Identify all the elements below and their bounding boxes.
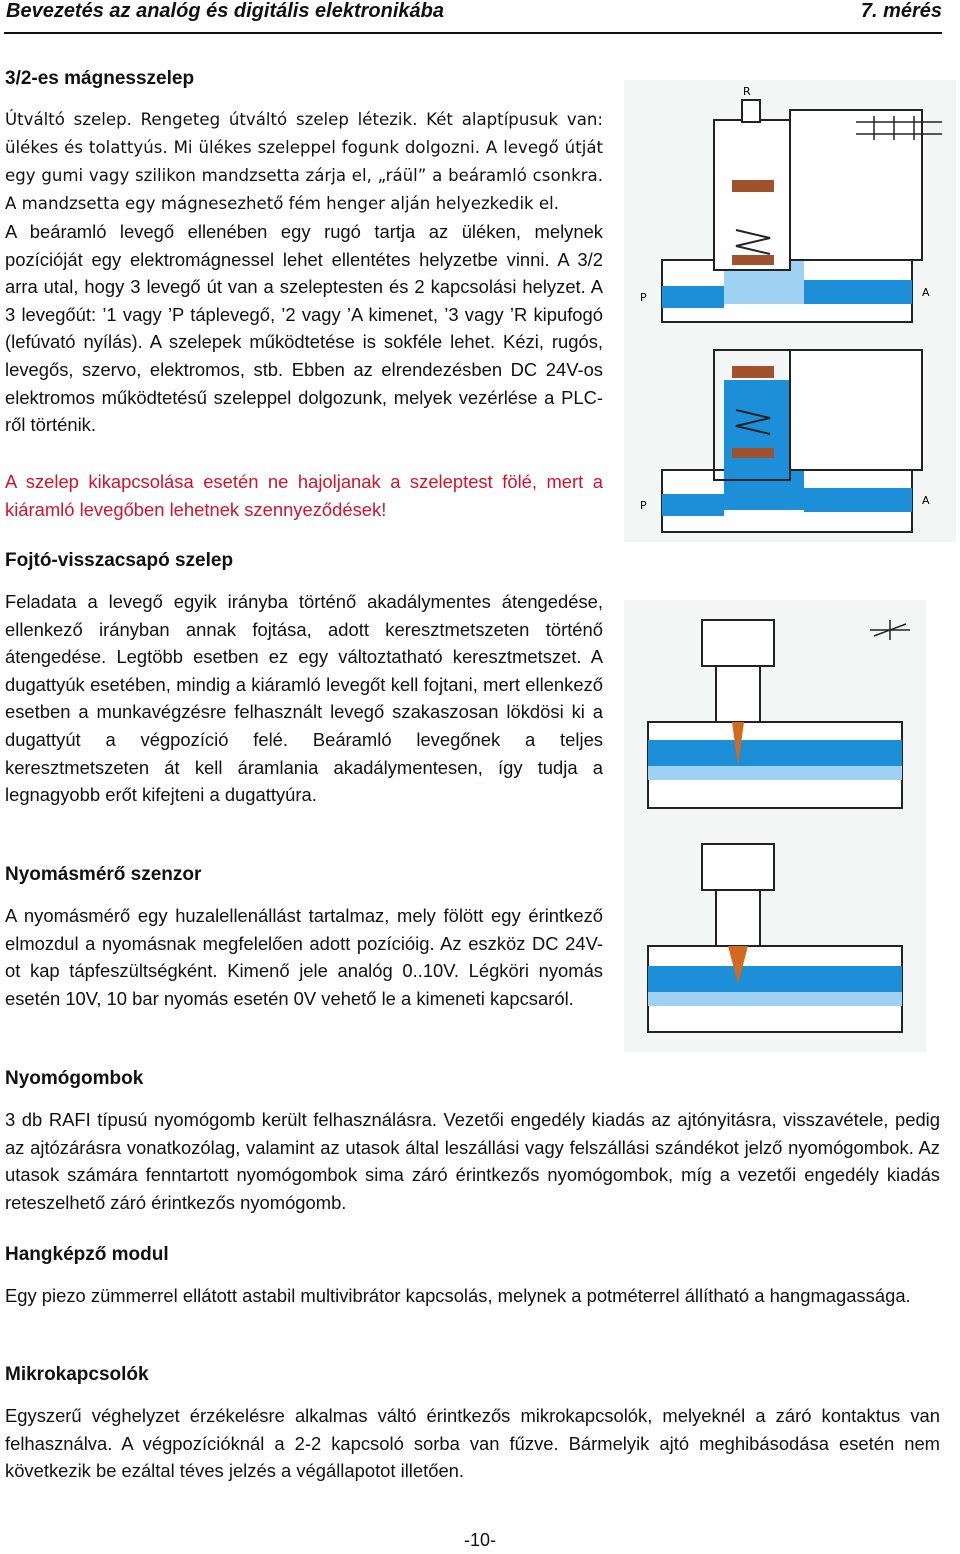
port-p-channel xyxy=(662,494,724,516)
section-heading-micro-switches: Mikrokapcsolók xyxy=(5,1364,149,1385)
seal-bottom xyxy=(732,255,774,265)
adjust-knob xyxy=(702,620,774,666)
section-heading-push-buttons: Nyomógombok xyxy=(5,1068,144,1089)
seal-top xyxy=(732,180,774,192)
section-heading-solenoid-valve: 3/2-es mágnesszelep xyxy=(5,68,195,89)
flow-channel-light xyxy=(648,766,902,780)
needle-housing xyxy=(716,890,760,946)
label-p-bottom: P xyxy=(640,499,647,512)
flow-channel xyxy=(648,966,902,992)
solenoid-valve-figure xyxy=(624,80,956,542)
exhaust-port xyxy=(742,100,760,122)
label-a-bottom: A xyxy=(922,494,930,507)
throttle-paragraph: Feladata a levegő egyik irányba történő akadálymentes átengedése, ellenkező irányban annak fojtása, adott keresztmetszeten történő átengedése. Legtöbb esetben ez egy változtatható keresztmetszet. A dugattyúk esetében, mindig a kiáramló levegőt kell fojtani, mert ellenkező esetben a munkavégzésre felhasznált levegő szakaszosan lökdösi ki a dugattyút a végpozíció felé. Beáramló levegőnek a teljes keresztmetszeten át kell áramlania akadálymentesen, így tudja a legnagyobb erőt kifejteni a dugattyúra. xyxy=(5,591,603,806)
section-heading-throttle-valve: Fojtó-visszacsapó szelep xyxy=(5,550,234,571)
solenoid-paragraph-b: A beáramló levegő ellenében egy rugó tartja az üléken, melynek pozícióját egy elektromágnessel lehet ellentétes helyzetbe vinni. A 3/2 arra utal, hogy 3 levegő út van a szeleptesten és 2 kapcsolási helyzet. A 3 levegőút: ’1 vagy ’P táplevegő, ’2 vagy ’A kimenet, ’3 vagy ’R kipufogó (lefúvató nyílás). A szelepek működtetése is sokféle lehet. Kézi, rugós, levegős, szervo, elektromos, stb. Ebben az elrendezésben DC 24V-os elektromos működtetésű szeleppel dolgozunk, melyek vezérlése a PLC-ről történik. xyxy=(5,221,603,436)
solenoid-coil-housing xyxy=(790,110,922,260)
port-a-channel xyxy=(804,488,912,512)
armature-tube xyxy=(714,120,790,270)
seal-top xyxy=(732,366,774,378)
section-heading-pressure-sensor: Nyomásmérő szenzor xyxy=(5,864,202,885)
label-r: R xyxy=(743,85,751,98)
flow-channel-light xyxy=(648,992,902,1006)
seal-bottom xyxy=(732,448,774,458)
label-p-top: P xyxy=(640,291,647,304)
throttle-valve-figure xyxy=(624,600,926,1052)
pressure-sensor-paragraph: A nyomásmérő egy huzalellenállást tartalmaz, mely fölött egy érintkező elmozdul a nyomásnak megfelelően adott pozícióig. Az eszköz DC 24V-ot kap tápfeszültségként. Kimenő jele analóg 0..10V. Légköri nyomás esetén 10V, 10 bar nyomás esetén 0V vehető le a kimeneti kapcsaról. xyxy=(5,905,603,1009)
flow-channel xyxy=(648,740,902,766)
document-title: Bevezetés az analóg és digitális elektronikába xyxy=(6,0,444,22)
push-buttons-paragraph: 3 db RAFI típusú nyomógomb került felhasználásra. Vezetői engedély kiadás az ajtónyitásra, visszavétele, pedig az ajtózárásra vonatkozólag, valamint az utasok által leszállási vagy felszállási szándékot jelző nyomógombok. Az utasok számára fenntartott nyomógombok sima záró érintkezős nyomógombok, míg a vezetői engedély kiadás reteszelhető záró érintkezős nyomógomb. xyxy=(5,1109,940,1213)
page-header xyxy=(4,0,942,34)
adjust-knob xyxy=(702,844,774,890)
solenoid-paragraph-a: Útváltó szelep. Rengeteg útváltó szelep létezik. Két alaptípusuk van: ülékes és tolattyús. Mi ülékes szeleppel fogunk dolgozni. A levegő útját egy gumi vagy szilikon mandzsetta zárja el, „ráül” a beáramló csonkra. A mandzsetta egy mágnesezhető fém henger alján helyezkedik el. xyxy=(5,110,603,213)
section-heading-sound-module: Hangképző modul xyxy=(5,1244,169,1265)
solenoid-coil-housing xyxy=(790,350,922,470)
page-number: -10- xyxy=(463,1530,496,1550)
measurement-number: 7. mérés xyxy=(860,0,942,22)
sound-module-paragraph: Egy piezo zümmerrel ellátott astabil multivibrátor kapcsolás, melynek a potméterrel állítható a hangmagassága. xyxy=(5,1285,911,1306)
port-p-channel xyxy=(662,286,724,308)
port-a-channel xyxy=(804,280,912,304)
solenoid-warning: A szelep kikapcsolása esetén ne hajoljanak a szeleptest fölé, mert a kiáramló levegőben lehetnek szennyeződések! xyxy=(5,471,603,520)
micro-switches-paragraph: Egyszerű véghelyzet érzékelésre alkalmas váltó érintkezős mikrokapcsolók, melyeknél a záró kontaktus van felhasználva. A végpozícióknál a 2-2 kapcsoló sorba van fűzve. Bármelyik ajtó meghibásodása esetén nem következik be ezáltal téves jelzés a végállapotot illetően. xyxy=(5,1405,940,1482)
needle-housing xyxy=(716,666,760,722)
label-a-top: A xyxy=(922,286,930,299)
